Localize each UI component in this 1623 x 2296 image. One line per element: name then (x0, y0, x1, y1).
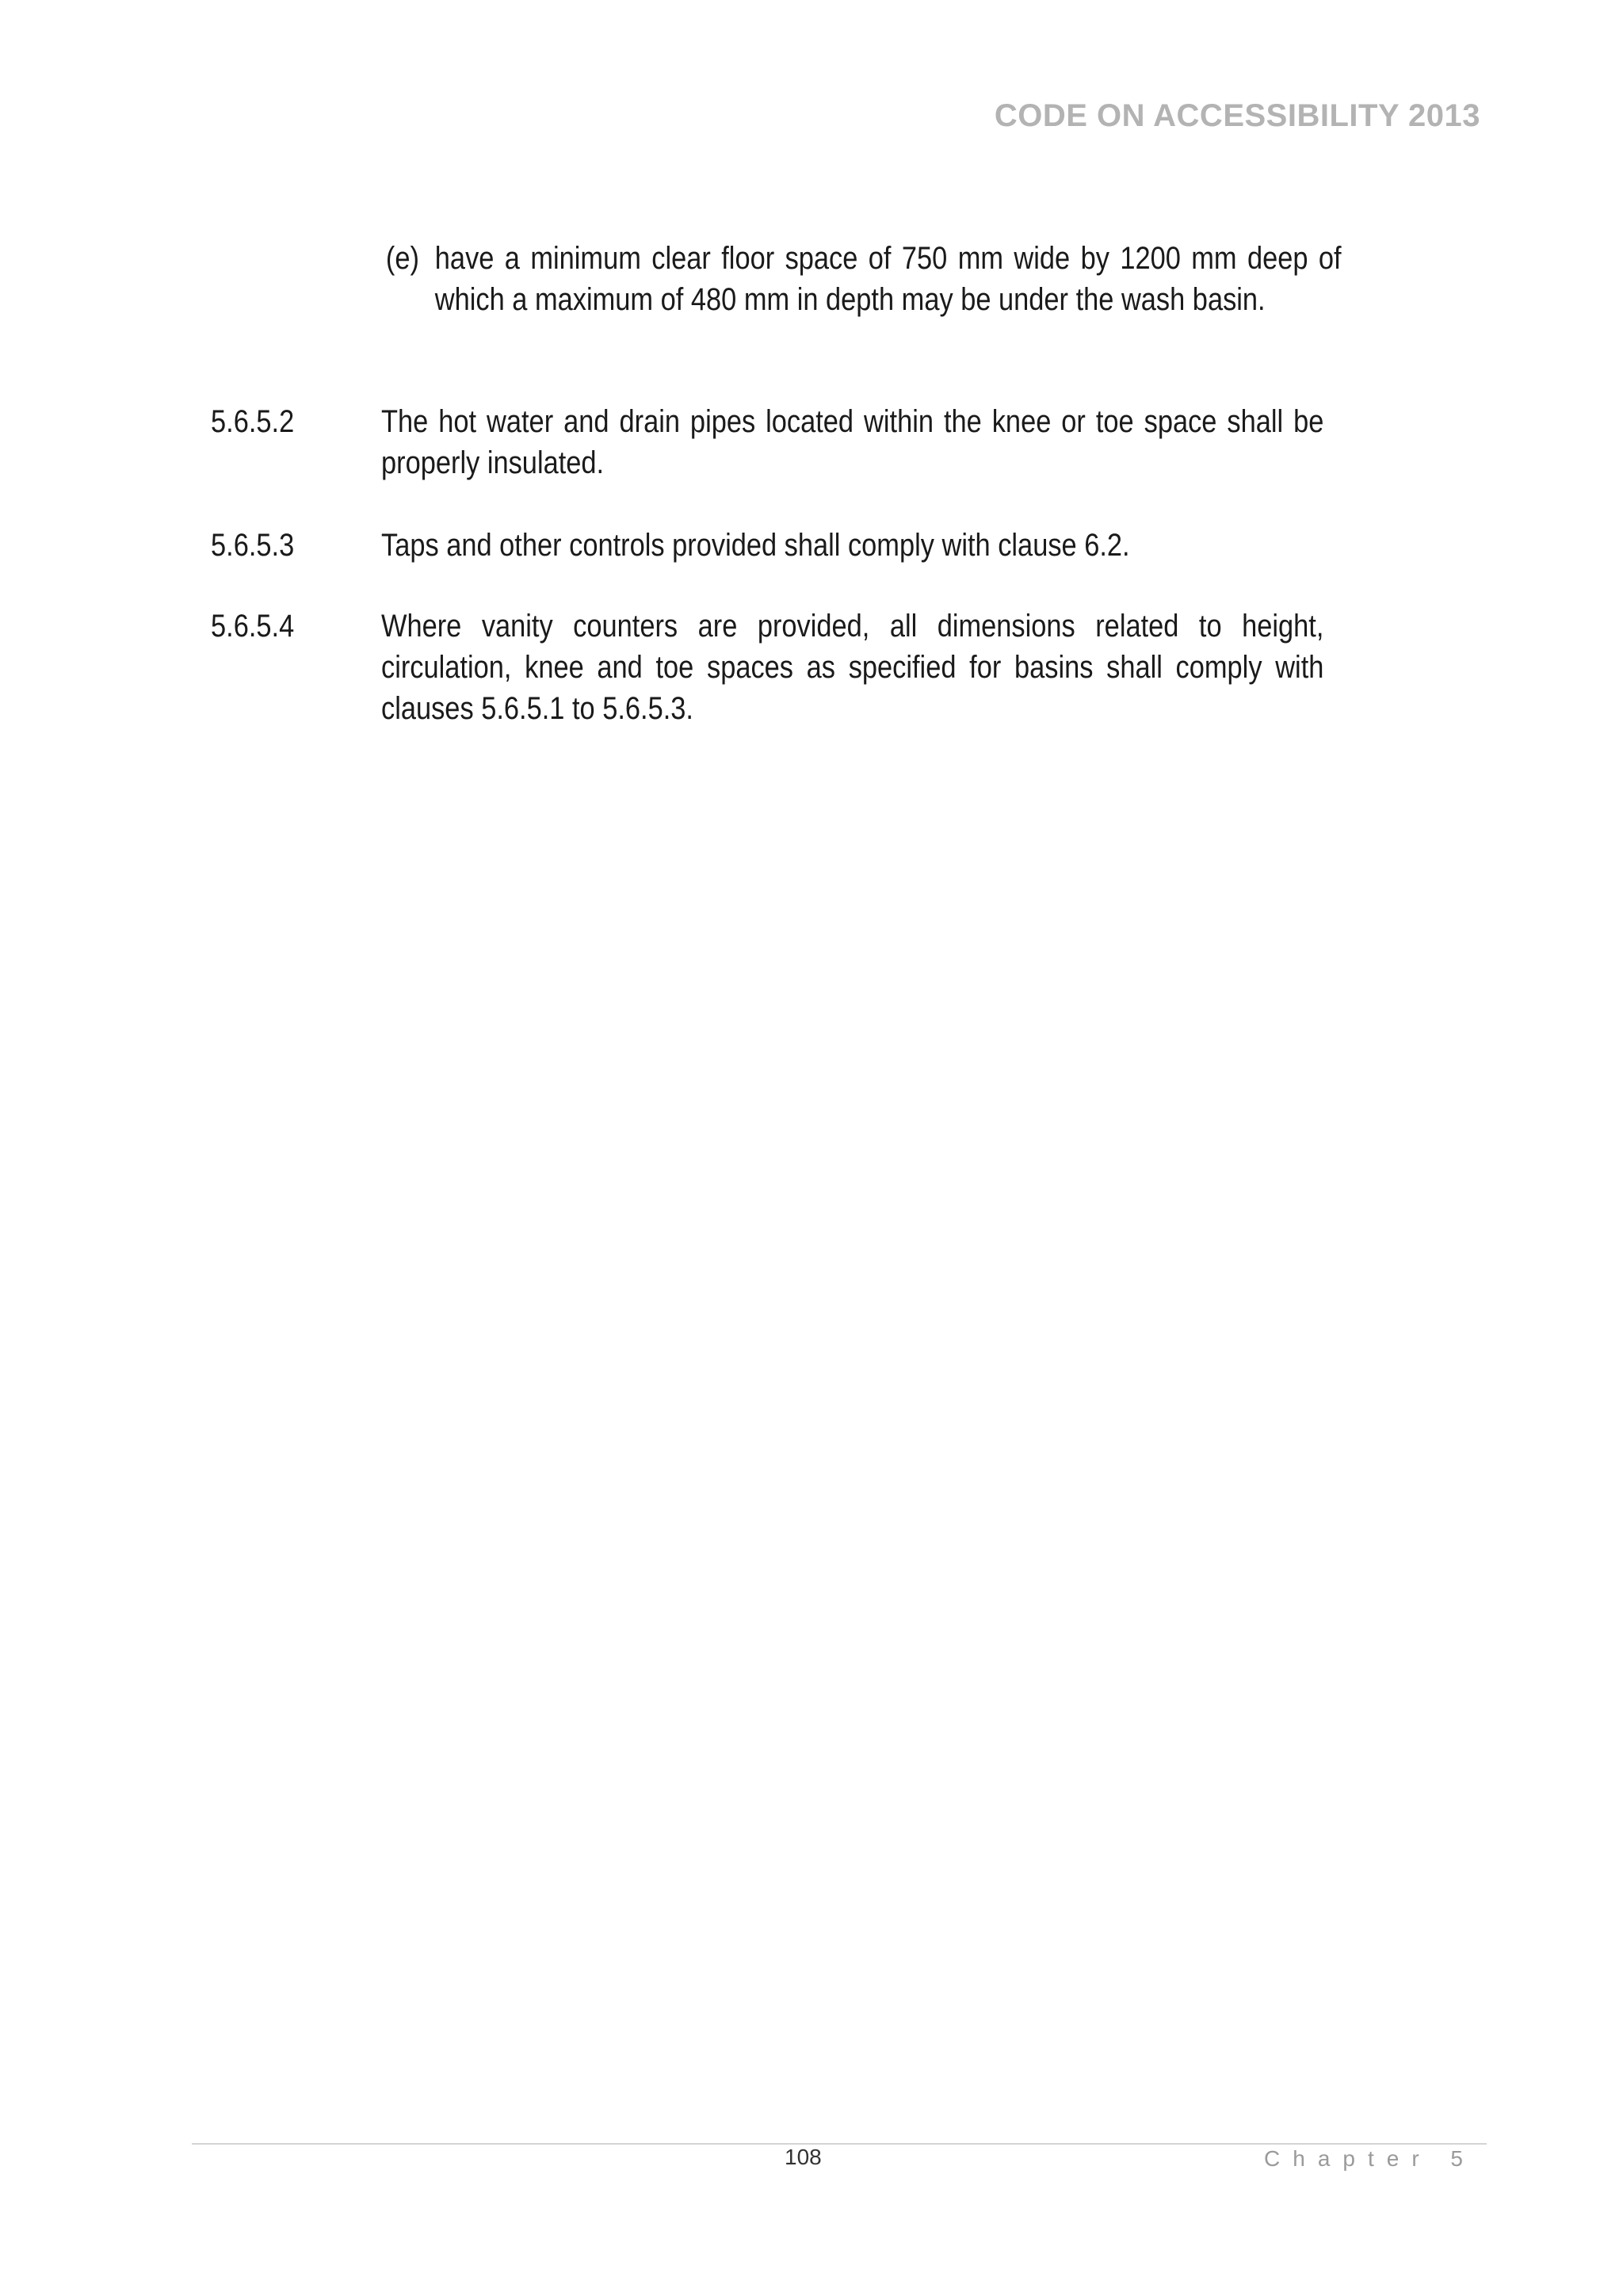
list-item-marker: (e) (385, 241, 419, 276)
clause-number: 5.6.5.4 (211, 609, 295, 644)
footer-divider (192, 2143, 1487, 2145)
chapter-label: Chapter 5 (1264, 2146, 1476, 2171)
list-item-e (380, 238, 1342, 320)
page-number: 108 (785, 2145, 822, 2169)
list-item-text: have a minimum clear floor space of 750 mm wide by 1200 mm deep of which a maximum of 480 mm in depth may be under the wash basin. (434, 241, 1342, 317)
clause-text: Where vanity counters are provided, all dimensions related to height, circulation, knee and toe spaces as specified for basins shall comply with clauses 5.6.5.1 to 5.6.5.3. (381, 609, 1324, 726)
clause-5-6-5-4 (211, 606, 1369, 729)
clause-5-6-5-3 (211, 525, 1369, 566)
page-header-title: CODE ON ACCESSIBILITY 2013 (994, 98, 1480, 133)
clause-5-6-5-2 (211, 401, 1369, 483)
clause-number: 5.6.5.2 (211, 404, 295, 439)
clause-number: 5.6.5.3 (211, 528, 295, 563)
clause-text: Taps and other controls provided shall comply with clause 6.2. (381, 528, 1130, 563)
clause-text: The hot water and drain pipes located within the knee or toe space shall be properly insulated. (381, 404, 1324, 480)
